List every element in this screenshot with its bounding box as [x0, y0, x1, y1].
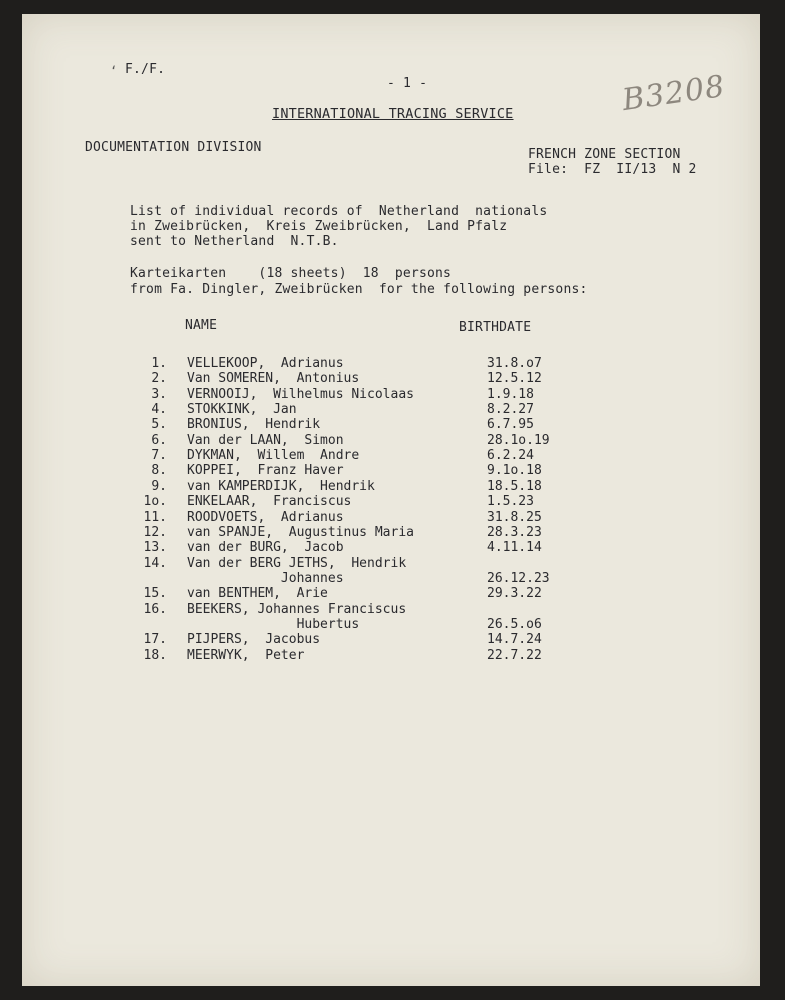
record-row — [22, 617, 760, 632]
record-row — [22, 448, 760, 463]
record-row — [22, 387, 760, 402]
record-name: ENKELAAR, Franciscus — [187, 494, 352, 510]
summary-line: Karteikarten (18 sheets) 18 persons — [130, 266, 452, 281]
record-birthdate: 14.7.24 — [487, 632, 542, 648]
birthdate-column-header: BIRTHDATE — [459, 320, 532, 335]
record-birthdate: 12.5.12 — [487, 371, 542, 387]
record-name: Van SOMEREN, Antonius — [187, 371, 360, 387]
record-number: 12. — [143, 524, 167, 540]
record-name: BEEKERS, Johannes Franciscus — [187, 601, 407, 617]
record-name: Van der BERG JETHS, Hendrik — [187, 555, 407, 571]
record-name: Hubertus — [187, 616, 360, 632]
record-birthdate: 26.12.23 — [487, 570, 550, 586]
document-title: INTERNATIONAL TRACING SERVICE — [272, 106, 514, 122]
record-birthdate: 28.3.23 — [487, 524, 542, 540]
record-name: VERNOOIJ, Wilhelmus Nicolaas — [187, 386, 414, 402]
document-page — [22, 14, 760, 986]
record-number: 4. — [151, 402, 167, 418]
division-label: DOCUMENTATION DIVISION — [85, 140, 262, 155]
record-row — [22, 479, 760, 494]
record-birthdate: 28.1o.19 — [487, 432, 550, 448]
record-birthdate: 6.7.95 — [487, 417, 534, 433]
record-birthdate: 1.9.18 — [487, 386, 534, 402]
record-row — [22, 648, 760, 663]
record-number: 16. — [143, 601, 167, 617]
record-number: 1o. — [143, 494, 167, 510]
record-number: 2. — [151, 371, 167, 387]
record-name: Johannes — [187, 570, 344, 586]
record-row — [22, 571, 760, 586]
record-row — [22, 556, 760, 571]
record-name: van SPANJE, Augustinus Maria — [187, 524, 414, 540]
record-name: KOPPEI, Franz Haver — [187, 463, 344, 479]
record-birthdate: 31.8.o7 — [487, 356, 542, 371]
record-name: van der BURG, Jacob — [187, 540, 344, 556]
record-row — [22, 494, 760, 509]
record-row — [22, 402, 760, 417]
record-name: MEERWYK, Peter — [187, 647, 305, 663]
record-row — [22, 371, 760, 386]
handwritten-number: B3208 — [620, 68, 728, 119]
record-row — [22, 525, 760, 540]
record-birthdate: 31.8.25 — [487, 509, 542, 525]
record-name: PIJPERS, Jacobus — [187, 632, 321, 648]
record-name: DYKMAN, Willem Andre — [187, 448, 360, 464]
record-number: 13. — [143, 540, 167, 556]
record-number: 1. — [151, 356, 167, 371]
record-number: 5. — [151, 417, 167, 433]
record-name: BRONIUS, Hendrik — [187, 417, 321, 433]
record-row — [22, 632, 760, 647]
record-row — [22, 433, 760, 448]
record-birthdate: 18.5.18 — [487, 478, 542, 494]
record-number: 6. — [151, 432, 167, 448]
record-row — [22, 356, 760, 371]
record-birthdate: 4.11.14 — [487, 540, 542, 556]
record-number: 3. — [151, 386, 167, 402]
intro-line: in Zweibrücken, Kreis Zweibrücken, Land Pfalz — [130, 219, 508, 234]
name-column-header: NAME — [185, 318, 218, 333]
record-number: 7. — [151, 448, 167, 464]
section-label: FRENCH ZONE SECTION — [528, 147, 681, 162]
record-row — [22, 463, 760, 478]
record-number: 18. — [143, 647, 167, 663]
record-name: ROODVOETS, Adrianus — [187, 509, 344, 525]
intro-line: sent to Netherland N.T.B. — [130, 234, 339, 249]
record-birthdate: 22.7.22 — [487, 647, 542, 663]
record-name: STOKKINK, Jan — [187, 402, 297, 418]
summary-line: from Fa. Dingler, Zweibrücken for the following persons: — [130, 282, 588, 297]
record-number: 8. — [151, 463, 167, 479]
record-name: van BENTHEM, Arie — [187, 586, 328, 602]
record-birthdate: 26.5.o6 — [487, 616, 542, 632]
record-row — [22, 417, 760, 432]
record-row — [22, 540, 760, 555]
record-row — [22, 602, 760, 617]
record-name: Van der LAAN, Simon — [187, 432, 344, 448]
record-birthdate: 1.5.23 — [487, 494, 534, 510]
record-number: 14. — [143, 555, 167, 571]
reference-code: F./F. — [125, 62, 166, 77]
record-number: 17. — [143, 632, 167, 648]
record-number: 15. — [143, 586, 167, 602]
margin-mark: ‘ — [110, 64, 118, 78]
record-number: 11. — [143, 509, 167, 525]
record-birthdate: 6.2.24 — [487, 448, 534, 464]
record-birthdate: 9.1o.18 — [487, 463, 542, 479]
page-number: - 1 - — [387, 76, 428, 91]
record-row — [22, 586, 760, 601]
record-number: 9. — [151, 478, 167, 494]
record-birthdate: 29.3.22 — [487, 586, 542, 602]
record-name: van KAMPERDIJK, Hendrik — [187, 478, 375, 494]
record-name: VELLEKOOP, Adrianus — [187, 356, 344, 371]
record-birthdate: 8.2.27 — [487, 402, 534, 418]
record-row — [22, 510, 760, 525]
intro-line: List of individual records of Netherland nationals — [130, 204, 548, 219]
file-reference: File: FZ II/13 N 2 — [528, 162, 697, 177]
